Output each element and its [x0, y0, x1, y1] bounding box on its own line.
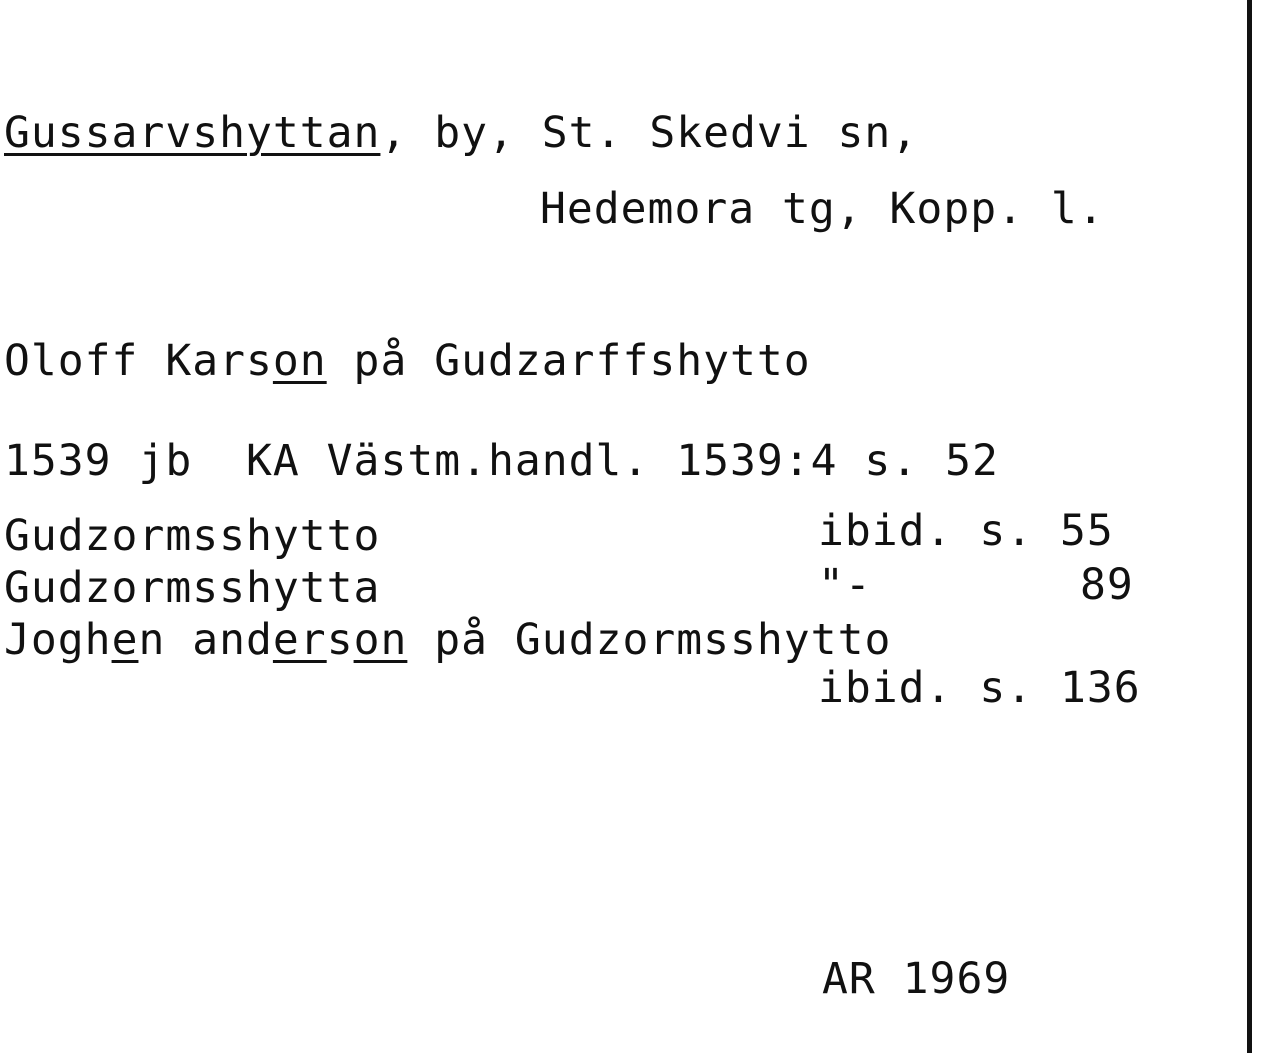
- source-line: [4, 436, 999, 486]
- card-edge-line: [1247, 0, 1252, 1053]
- form-1-ref: ibid. s. 55: [818, 506, 1114, 556]
- entry-joghen: [4, 615, 892, 665]
- entry-oloff-text-1: Oloff Kars: [4, 336, 273, 386]
- entry-joghen-text-2: n and: [138, 615, 273, 665]
- entry-joghen-underlined-3: on: [353, 615, 408, 665]
- entry-joghen-ref: ibid. s. 136: [818, 663, 1141, 713]
- form-2-name: Gudzormsshytta: [4, 563, 381, 613]
- source-archive: KA Västm.handl. 1539:4 s. 52: [246, 436, 999, 486]
- source-year-type: 1539 jb: [4, 436, 193, 486]
- entry-joghen-underlined-1: e: [111, 615, 139, 665]
- heading-line-1-rest: , by, St. Skedvi sn,: [380, 108, 919, 158]
- signature: AR 1969: [822, 954, 1011, 1004]
- heading-line-2: Hedemora tg, Kopp. l.: [540, 184, 1105, 234]
- heading-line-1: [4, 108, 919, 158]
- entry-joghen-text-3: s: [326, 615, 354, 665]
- entry-oloff-underlined: on: [272, 336, 327, 386]
- entry-joghen-text-4: på Gudzormsshytto: [407, 615, 892, 665]
- entry-joghen-text-1: Jogh: [4, 615, 112, 665]
- entry-joghen-underlined-2: er: [272, 615, 327, 665]
- form-2-ditto-mark: "-: [818, 560, 872, 610]
- place-name: Gussarvshyttan: [4, 108, 381, 158]
- entry-oloff: [4, 336, 811, 386]
- form-1-name: Gudzormsshytto: [4, 511, 381, 561]
- form-2-page: 89: [1080, 560, 1134, 610]
- entry-oloff-text-2: på Gudzarffshytto: [326, 336, 811, 386]
